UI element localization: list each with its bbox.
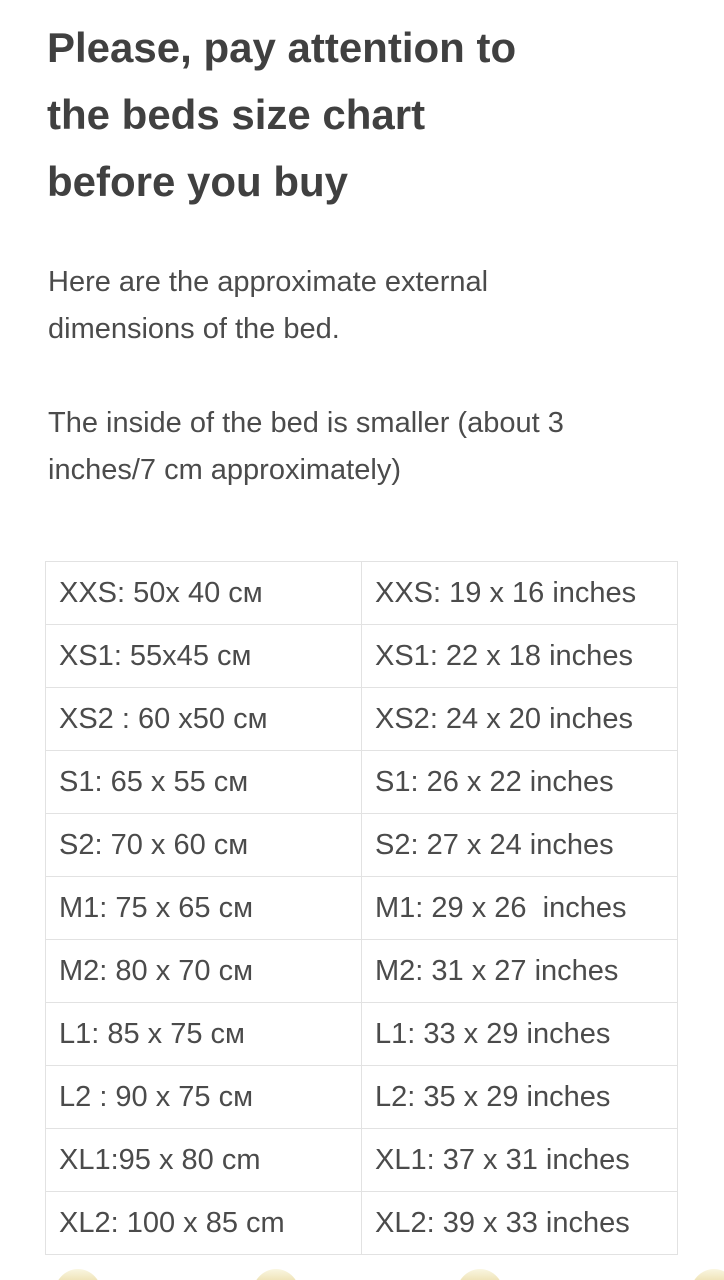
gold-shape-icon	[456, 1269, 504, 1280]
size-inches-cell: M1: 29 x 26 inches	[362, 877, 678, 940]
size-cm-cell: S2: 70 x 60 см	[46, 814, 362, 877]
size-inches-cell: XS2: 24 x 20 inches	[362, 688, 678, 751]
table-row	[46, 562, 678, 625]
size-cm-cell: S1: 65 x 55 см	[46, 751, 362, 814]
size-cm-cell: XXS: 50x 40 см	[46, 562, 362, 625]
size-chart-table	[45, 561, 678, 1255]
intro-paragraph-line: dimensions of the bed.	[48, 313, 340, 345]
page-title	[47, 14, 687, 215]
size-cm-cell: M1: 75 x 65 см	[46, 877, 362, 940]
size-cm-cell: XL2: 100 x 85 cm	[46, 1192, 362, 1255]
table-row	[46, 625, 678, 688]
page-title-line: Please, pay attention to	[47, 24, 517, 71]
table-row	[46, 688, 678, 751]
table-row	[46, 814, 678, 877]
intro-paragraph-line: Here are the approximate external	[48, 266, 489, 298]
size-inches-cell: XS1: 22 x 18 inches	[362, 625, 678, 688]
page-title-line: the beds size chart	[47, 91, 426, 138]
size-inches-cell: XL1: 37 x 31 inches	[362, 1129, 678, 1192]
page-title-line: before you buy	[47, 158, 349, 205]
table-row	[46, 751, 678, 814]
gold-shape-icon	[252, 1269, 300, 1280]
size-inches-cell: XL2: 39 x 33 inches	[362, 1192, 678, 1255]
cut-off-next-section	[0, 1266, 724, 1280]
size-cm-cell: XL1:95 x 80 cm	[46, 1129, 362, 1192]
note-paragraph-line: inches/7 cm approximately)	[48, 454, 401, 486]
intro-paragraph	[48, 259, 678, 353]
size-cm-cell: L2 : 90 x 75 см	[46, 1066, 362, 1129]
note-paragraph-line: The inside of the bed is smaller (about 3	[48, 407, 564, 439]
table-row	[46, 1003, 678, 1066]
table-row	[46, 1129, 678, 1192]
table-row	[46, 877, 678, 940]
size-inches-cell: L1: 33 x 29 inches	[362, 1003, 678, 1066]
size-inches-cell: L2: 35 x 29 inches	[362, 1066, 678, 1129]
gold-shape-icon	[690, 1269, 724, 1280]
size-cm-cell: L1: 85 x 75 см	[46, 1003, 362, 1066]
size-inches-cell: XXS: 19 x 16 inches	[362, 562, 678, 625]
note-paragraph	[48, 400, 678, 494]
size-cm-cell: M2: 80 x 70 см	[46, 940, 362, 1003]
size-cm-cell: XS1: 55x45 см	[46, 625, 362, 688]
size-inches-cell: M2: 31 x 27 inches	[362, 940, 678, 1003]
size-inches-cell: S2: 27 x 24 inches	[362, 814, 678, 877]
table-row	[46, 1192, 678, 1255]
size-inches-cell: S1: 26 x 22 inches	[362, 751, 678, 814]
size-cm-cell: XS2 : 60 x50 см	[46, 688, 362, 751]
table-row	[46, 940, 678, 1003]
table-row	[46, 1066, 678, 1129]
gold-shape-icon	[54, 1269, 102, 1280]
